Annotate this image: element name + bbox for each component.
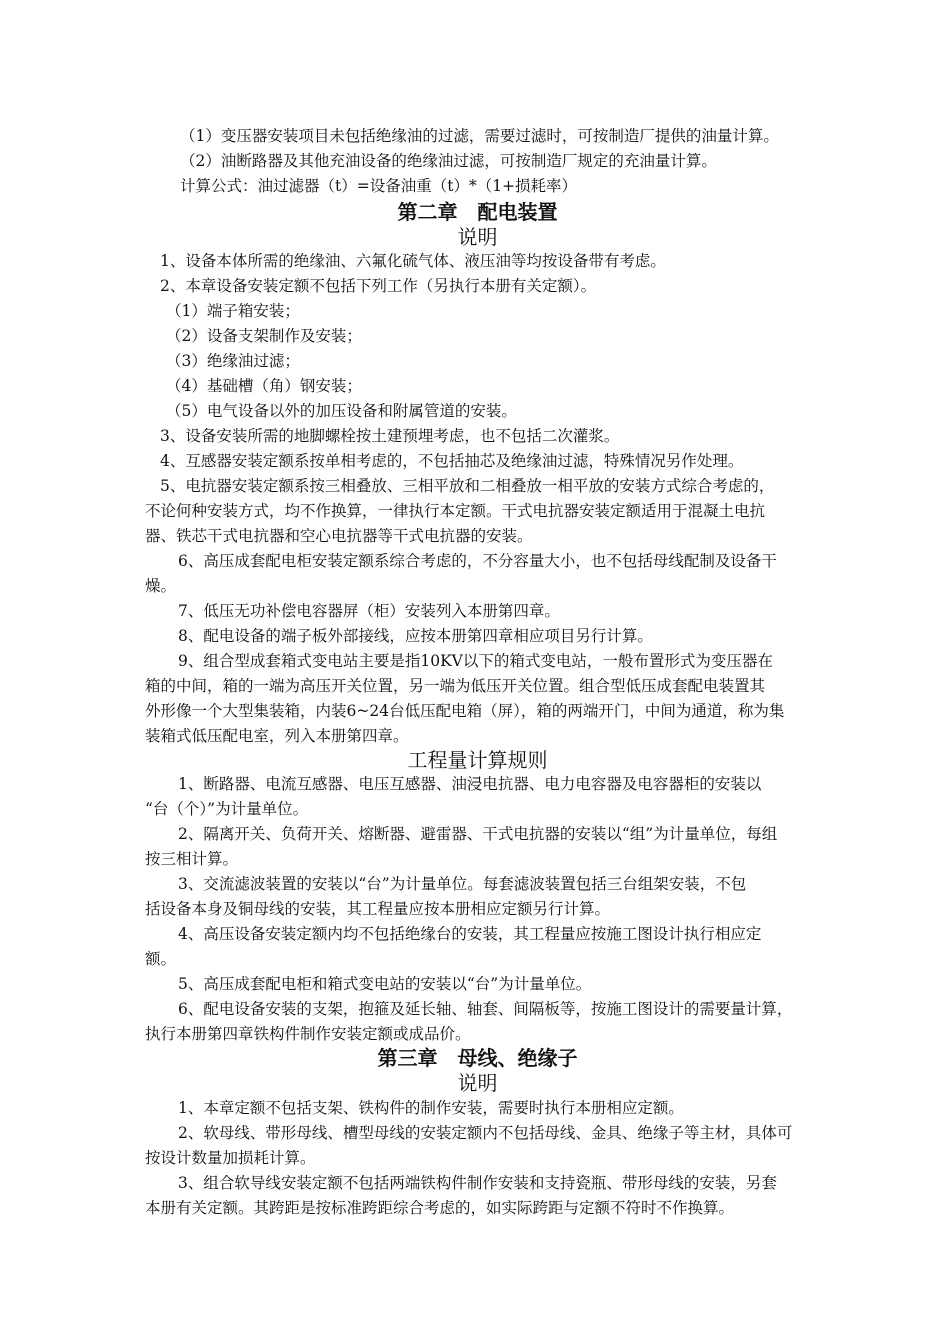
chapter2-explain-title: 说明 <box>457 225 498 249</box>
paragraph-line: 本册有关定额。其跨距是按标准跨距综合考虑的，如实际跨距与定额不符时不作换算。 <box>145 1199 735 1217</box>
formula-line: 计算公式：油过滤器（t）=设备油重（t）*（1+损耗率） <box>180 177 578 195</box>
paragraph-line: 按设计数量加损耗计算。 <box>145 1149 316 1167</box>
paragraph-line: 箱的中间，箱的一端为高压开关位置，另一端为低压开关位置。组合型低压成套配电装置其 <box>145 677 766 695</box>
list-item: （3）绝缘油过滤； <box>166 352 300 370</box>
paragraph-line: 5、电抗器安装定额系按三相叠放、三相平放和二相叠放一相平放的安装方式综合考虑的， <box>160 477 775 495</box>
paragraph-line: 4、互感器安装定额系按单相考虑的，不包括抽芯及绝缘油过滤，特殊情况另作处理。 <box>160 452 744 470</box>
paragraph-line: 2、本章设备安装定额不包括下列工作（另执行本册有关定额）。 <box>160 277 597 295</box>
paragraph-line: 2、隔离开关、负荷开关、熔断器、避雷器、干式电抗器的安装以“组”为计量单位，每组 <box>178 825 778 843</box>
paragraph-line: 按三相计算。 <box>145 850 239 868</box>
paragraph-line: 6、高压成套配电柜安装定额系综合考虑的，不分容量大小，也不包括母线配制及设备干 <box>178 552 777 570</box>
paragraph-line: 2、软母线、带形母线、槽型母线的安装定额内不包括母线、金具、绝缘子等主材，具体可 <box>178 1124 793 1142</box>
list-item: （2）设备支架制作及安装； <box>166 327 362 345</box>
chapter2-title: 第二章 配电装置 <box>397 200 558 224</box>
paragraph-line: 不论何种安装方式，均不作换算，一律执行本定额。干式电抗器安装定额适用于混凝土电抗 <box>145 502 766 520</box>
paragraph-line: 额。 <box>145 950 177 968</box>
rules-title: 工程量计算规则 <box>407 748 548 772</box>
chapter3-explain-title: 说明 <box>457 1071 498 1095</box>
paragraph-line: 1、设备本体所需的绝缘油、六氟化硫气体、液压油等均按设备带有考虑。 <box>160 252 666 270</box>
paragraph-line: 5、高压成套配电柜和箱式变电站的安装以“台”为计量单位。 <box>178 975 592 993</box>
paragraph-line: 括设备本身及铜母线的安装，其工程量应按本册相应定额另行计算。 <box>145 900 611 918</box>
paragraph-line: （2）油断路器及其他充油设备的绝缘油过滤，可按制造厂规定的充油量计算。 <box>180 152 717 170</box>
paragraph-line: 3、设备安装所需的地脚螺栓按土建预埋考虑，也不包括二次灌浆。 <box>160 427 620 445</box>
paragraph-line: 6、配电设备安装的支架，抱箍及延长轴、轴套、间隔板等，按施工图设计的需要量计算， <box>178 1000 793 1018</box>
paragraph-line: 3、交流滤波装置的安装以“台”为计量单位。每套滤波装置包括三台组架安装，不包 <box>178 875 747 893</box>
paragraph-line: 执行本册第四章铁构件制作安装定额或成品价。 <box>145 1025 471 1043</box>
paragraph-line: 1、断路器、电流互感器、电压互感器、油浸电抗器、电力电容器及电容器柜的安装以 <box>178 775 762 793</box>
paragraph-line: 外形像一个大型集装箱，内装6~24台低压配电箱（屏），箱的两端开门，中间为通道，称为集 <box>145 702 785 720</box>
chapter3-title: 第三章 母线、绝缘子 <box>377 1046 578 1070</box>
paragraph-line: （1）变压器安装项目未包括绝缘油的过滤，需要过滤时，可按制造厂提供的油量计算。 <box>180 127 779 145</box>
paragraph-line: 器、铁芯干式电抗器和空心电抗器等干式电抗器的安装。 <box>145 527 533 545</box>
paragraph-line: 4、高压设备安装定额内均不包括绝缘台的安装，其工程量应按施工图设计执行相应定 <box>178 925 762 943</box>
paragraph-line: 1、本章定额不包括支架、铁构件的制作安装，需要时执行本册相应定额。 <box>178 1099 684 1117</box>
paragraph-line: “台（个）”为计量单位。 <box>145 800 309 818</box>
paragraph-line: 3、组合软导线安装定额不包括两端铁构件制作安装和支持瓷瓶、带形母线的安装，另套 <box>178 1174 777 1192</box>
paragraph-line: 装箱式低压配电室，列入本册第四章。 <box>145 727 409 745</box>
paragraph-line: 7、低压无功补偿电容器屏（柜）安装列入本册第四章。 <box>178 602 560 620</box>
list-item: （4）基础槽（角）钢安装； <box>166 377 362 395</box>
paragraph-line: 燥。 <box>145 577 177 595</box>
list-item: （5）电气设备以外的加压设备和附属管道的安装。 <box>166 402 517 420</box>
paragraph-line: 8、配电设备的端子板外部接线，应按本册第四章相应项目另行计算。 <box>178 627 653 645</box>
paragraph-line: 9、组合型成套箱式变电站主要是指10KV以下的箱式变电站，一般布置形式为变压器在 <box>178 652 773 670</box>
list-item: （1）端子箱安装； <box>166 302 300 320</box>
